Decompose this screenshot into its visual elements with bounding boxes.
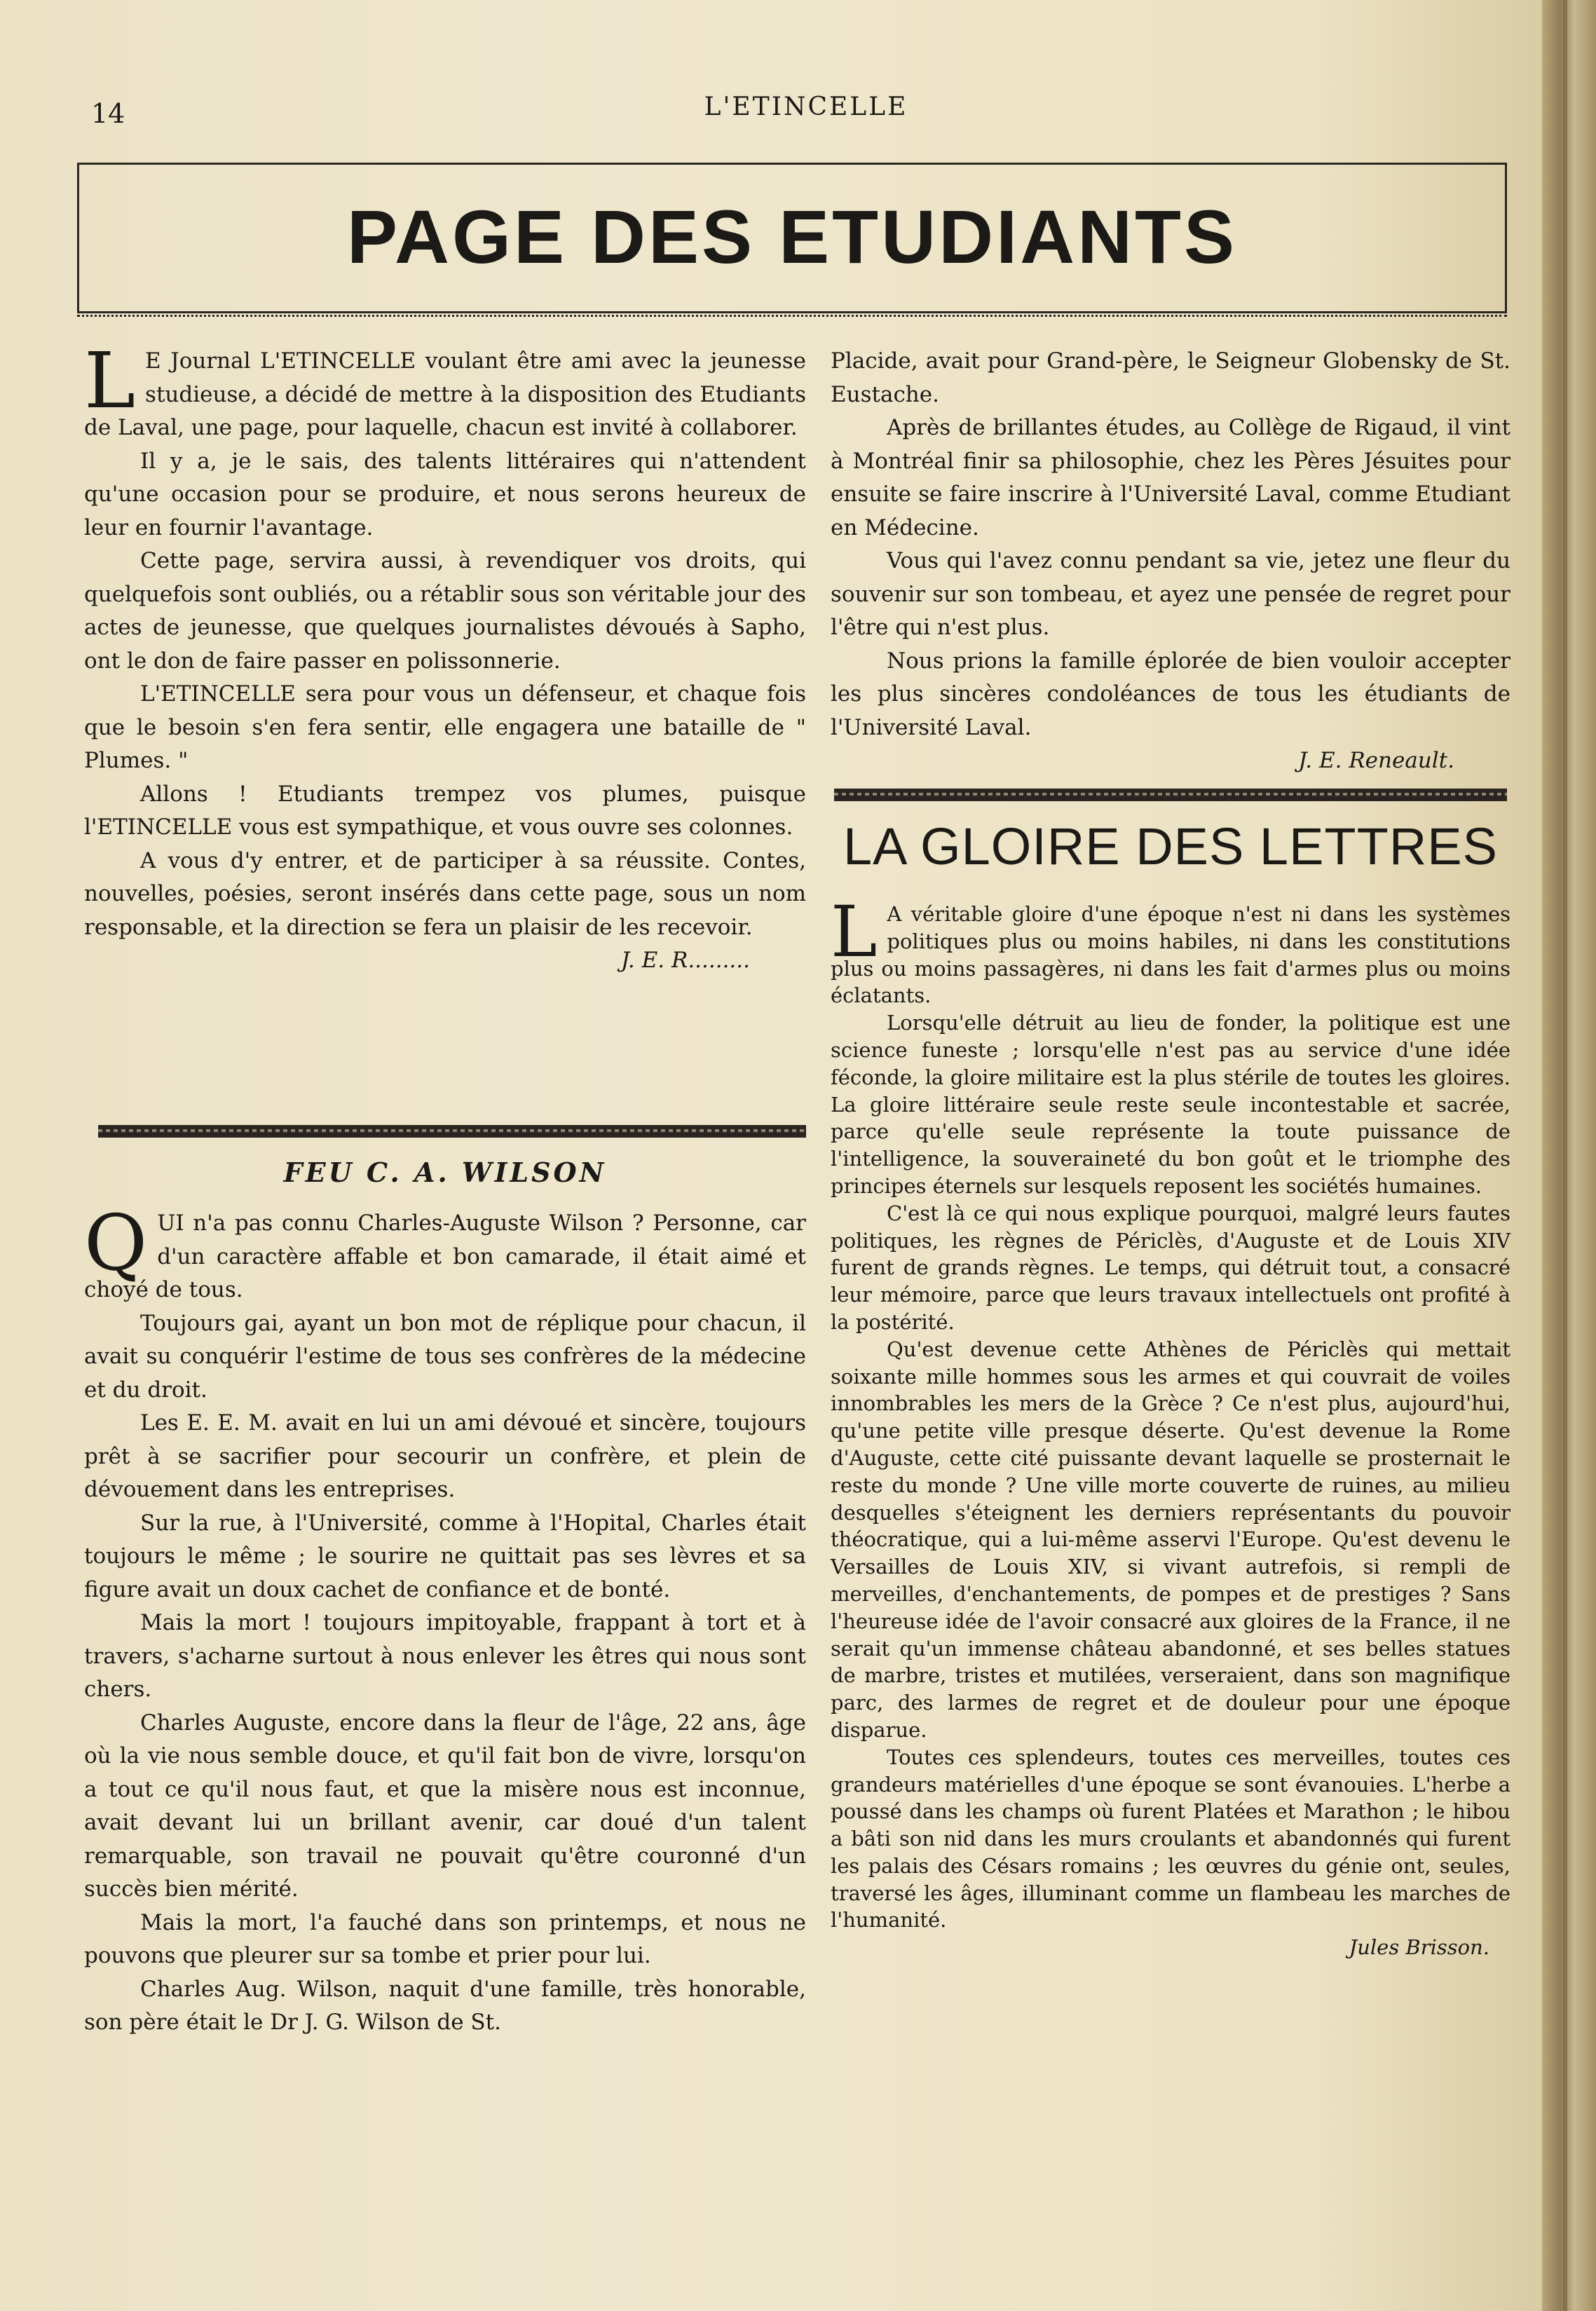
wilson-article xyxy=(84,1198,806,2040)
binding-edge xyxy=(1542,0,1596,2311)
page-title: PAGE DES ETUDIANTS xyxy=(346,194,1238,279)
page-number: 14 xyxy=(91,98,125,129)
wilson-paragraph: Toujours gai, ayant un bon mot de réplique pour chacun, il avait su conquérir l'estime de tous ses confrères de la médecine et du droit. xyxy=(84,1310,806,1403)
wilson-paragraph: Sur la rue, à l'Université, comme à l'Hopital, Charles était toujours le même ; le sourire ne quittait pas ses lèvres et sa figure avait un doux cachet de confiance et de bonté. xyxy=(84,1510,806,1602)
wilson-paragraph: Après de brillantes études, au Collège de Rigaud, il vint à Montréal finir sa philosophie, chez les Pères Jésuites pour ensuite se faire inscrire à l'Université Laval, comme Etudiant en Médecine. xyxy=(831,415,1510,540)
drop-cap: Q xyxy=(84,1198,148,1288)
gloire-paragraph: Lorsqu'elle détruit au lieu de fonder, la politique est une science funeste ; lorsqu'elle n'est pas au service d'une idée féconde, la gloire militaire est la plus stérile de toutes les gloires. La gloire littéraire seule reste seule incontestable et sacrée, parce qu'elle seule représente la toute puissance de l'intelligence, la souveraineté du bon goût et le triomphe des principes éternels sur lesquels reposent les sociétés humaines. xyxy=(831,1011,1510,1198)
wilson-paragraph: Placide, avait pour Grand-père, le Seigneur Globensky de St. Eustache. xyxy=(831,348,1510,407)
wilson-signature: J. E. Reneault. xyxy=(1298,748,1454,773)
wilson-paragraph: Vous qui l'avez connu pendant sa vie, jetez une fleur du souvenir sur son tombeau, et ayez une pensée de regret pour l'être qui n'est plus. xyxy=(831,548,1510,640)
wilson-paragraph: Mais la mort, l'a fauché dans son printemps, et nous ne pouvons que pleurer sur sa tombe et prier pour lui. xyxy=(84,1909,806,1968)
intro-paragraph xyxy=(84,336,806,445)
intro-paragraph: Cette page, servira aussi, à revendiquer vos droits, qui quelquefois sont oubliés, ou a rétablir sous son véritable jour des actes de jeunesse, que quelques journalistes dévoués à Sapho, ont le don de faire passer en polissonnerie. xyxy=(84,548,806,674)
wilson-paragraph: Mais la mort ! toujours impitoyable, frappant à tort et à travers, s'acharne surtout à nous enlever les êtres qui nous sont chers. xyxy=(84,1610,806,1702)
wilson-continued xyxy=(831,345,1510,778)
wilson-paragraph: Charles Aug. Wilson, naquit d'une famille, très honorable, son père était le Dr J. G. Wilson de St. xyxy=(84,1976,806,2035)
wilson-text: UI n'a pas connu Charles-Auguste Wilson ? Personne, car d'un caractère affable et bon camarade, il était aimé et choyé de tous. xyxy=(84,1211,806,1302)
wilson-paragraph: Les E. E. M. avait en lui un ami dévoué et sincère, toujours prêt à se sacrifier pour secourir un confrère, et plein de dévouement dans les entreprises. xyxy=(84,1410,806,1502)
section-rule xyxy=(98,1125,806,1138)
section-rule xyxy=(834,789,1507,801)
wilson-paragraph: Charles Auguste, encore dans la fleur de l'âge, 22 ans, âge où la vie nous semble douce, et qu'il fait bon de vivre, lorsqu'on a tout ce qu'il nous faut, et que la misère nous est inconnue, avait devant lui un brillant avenir, car doué d'un talent remarquable, son travail ne pouvait qu'être couronné d'un succès bien mérité. xyxy=(84,1710,806,1902)
intro-signature: J. E. R......... xyxy=(620,948,750,973)
gloire-paragraph: Qu'est devenue cette Athènes de Périclès qui mettait soixante mille hommes sous les armes et qui couvrait de voiles innombrables les mers de la Grèce ? Ce n'est plus, aujourd'hui, qu'une petite ville presque déserte. Qu'est devenue la Rome d'Auguste, cette cité puissante devant laquelle se prosternait le reste du monde ? Une ville morte couverte de ruines, au milieu desquelles s'éteignent les derniers représentants du pouvoir théocratique, qui a lui-même asservi l'Europe. Qu'est devenu le Versailles de Louis XIV, si vivant autrefois, si rempli de merveilles, d'enchantements, de pompes et de prestiges ? Sans l'heureuse idée de l'avoir consacré aux gloires de la France, il ne serait qu'un immense château abandonné, et ses belles statues de marbre, tristes et mutilées, verseraient, dans son magnifique parc, des larmes de regret et de douleur pour une époque disparue. xyxy=(831,1337,1510,1742)
gloire-paragraph xyxy=(831,891,1510,1009)
drop-cap: L xyxy=(84,336,136,425)
gloire-article xyxy=(831,891,1510,1961)
intro-paragraph: Il y a, je le sais, des talents littéraires qui n'attendent qu'une occasion pour se produire, et nous serons heureux de leur en fournir l'avantage. xyxy=(84,448,806,540)
wilson-heading: FEU C. A. WILSON xyxy=(283,1157,607,1188)
gloire-signature: Jules Brisson. xyxy=(1349,1935,1489,1960)
gloire-paragraph: Toutes ces splendeurs, toutes ces merveilles, toutes ces grandeurs matérielles d'une époque se sont évanouies. L'herbe a poussé dans les champs où furent Platées et Marathon ; le hibou a bâti son nid dans les murs croulants et abandonnés qui furent les palais des Césars romains ; les œuvres du génie ont, seules, traversé les âges, illuminant comme un flambeau les marches de l'humanité. xyxy=(831,1745,1510,1932)
gloire-heading: LA GLOIRE DES LETTRES xyxy=(843,817,1498,875)
intro-text: E Journal L'ETINCELLE voulant être ami avec la jeunesse studieuse, a décidé de mettre à la disposition des Etudiants de Laval, une page, pour laquelle, chacun est invité à collaborer. xyxy=(84,348,806,440)
gloire-text: A véritable gloire d'une époque n'est ni dans les systèmes politiques plus ou moins habiles, ni dans les constitutions plus ou moins passagères, ni dans les fait d'armes plus ou moins éclatants. xyxy=(831,902,1510,1008)
drop-cap: L xyxy=(831,891,878,973)
gloire-paragraph: C'est là ce qui nous explique pourquoi, malgré leurs fautes politiques, les règnes de Périclès, d'Auguste et de Louis XIV furent de grands règnes. Le temps, qui détruit tout, a consacré leur mémoire, parce que leurs travaux intellectuels ont profité à la postérité. xyxy=(831,1201,1510,1334)
page-banner xyxy=(77,163,1507,313)
intro-paragraph: Allons ! Etudiants trempez vos plumes, puisque l'ETINCELLE vous est sympathique, et vous ouvre ses colonnes. xyxy=(84,781,806,840)
intro-paragraph: L'ETINCELLE sera pour vous un défenseur, et chaque fois que le besoin s'en fera sentir, elle engagera une bataille de " Plumes. " xyxy=(84,681,806,773)
wilson-paragraph xyxy=(84,1198,806,1307)
intro-article xyxy=(84,336,806,978)
intro-paragraph: A vous d'y entrer, et de participer à sa réussite. Contes, nouvelles, poésies, seront insérés dans cette page, sous un nom responsable, et la direction se fera un plaisir de les recevoir. xyxy=(84,847,806,940)
running-title: L'ETINCELLE xyxy=(704,93,908,121)
wilson-paragraph: Nous prions la famille éplorée de bien vouloir accepter les plus sincères condoléances de tous les étudiants de l'Université Laval. xyxy=(831,648,1510,740)
